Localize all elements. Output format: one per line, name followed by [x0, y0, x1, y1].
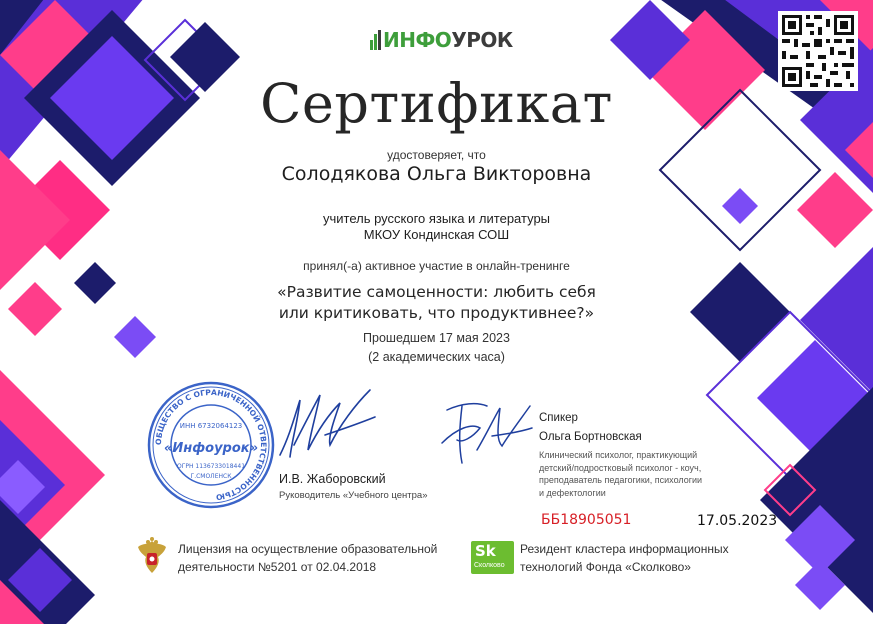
- stamp-ring-text: ОБЩЕСТВО С ОГРАНИЧЕННОЙ ОТВЕТСТВЕННОСТЬЮ: [153, 387, 269, 502]
- certificate-date: 17.05.2023: [697, 513, 778, 529]
- stamp-city: Г.СМОЛЕНСК: [190, 473, 232, 480]
- speaker-desc-line: и дефектологии: [539, 487, 606, 498]
- speaker-description: [539, 449, 702, 499]
- resident-line: Резидент кластера информационных: [520, 542, 729, 556]
- recipient-school: МКОУ Кондинская СОШ: [363, 227, 510, 242]
- speaker-name: Ольга Бортновская: [539, 431, 642, 443]
- speaker-label: Спикер: [539, 412, 578, 424]
- recipient-name: Солодякова Ольга Викторовна: [281, 163, 592, 185]
- participation-text: принял(-а) активное участие в онлайн-тренинге: [303, 259, 570, 273]
- skolkovo-logo-icon: [471, 541, 514, 574]
- logo-text-part1: ИНФО: [383, 28, 452, 52]
- stamp-inn: ИНН 6732064123: [179, 422, 243, 430]
- speaker-signature-icon: [432, 388, 537, 473]
- certificate-title: Сертификат: [260, 72, 613, 135]
- speaker-desc-line: Клинический психолог, практикующий: [539, 450, 698, 460]
- event-title-line2: или критиковать, что продуктивнее?»: [278, 304, 595, 322]
- stamp-ogrn: ОГРН 1136733018441: [176, 463, 246, 470]
- stamp-center-text: «Инфоурок»: [163, 441, 259, 456]
- logo-text-part2: УРОК: [451, 28, 513, 52]
- speaker-desc-line: преподаватель педагогики, психологии: [539, 475, 703, 485]
- logo-bars-icon: [370, 30, 380, 50]
- license-line: Лицензия на осуществление образовательной: [178, 542, 438, 556]
- company-stamp-icon: [146, 380, 276, 510]
- signer-role: Руководитель «Учебного центра»: [279, 490, 428, 501]
- resident-info: [520, 540, 729, 576]
- license-info: [178, 540, 437, 576]
- infourok-logo: [370, 27, 513, 53]
- event-date: Прошедшем 17 мая 2023: [363, 331, 510, 345]
- signature-icon: [270, 375, 385, 470]
- signer-name: И.В. Жаборовский: [279, 472, 386, 486]
- russian-emblem-icon: [134, 537, 170, 577]
- license-line: деятельности №5201 от 02.04.2018: [178, 560, 377, 574]
- skolkovo-caption: Сколково: [474, 562, 505, 569]
- recipient-position: учитель русского языка и литературы: [322, 211, 551, 226]
- skolkovo-mark: Sk: [475, 542, 496, 560]
- event-title-line1: «Развитие самоценности: любить себя: [277, 283, 596, 301]
- certificate-number: ББ18905051: [541, 512, 632, 528]
- event-hours: (2 академических часа): [368, 350, 505, 364]
- resident-line: технологий Фонда «Сколково»: [520, 560, 691, 574]
- certifies-label: удостоверяет, что: [387, 148, 486, 162]
- speaker-desc-line: детский/подростковый психолог - коуч,: [539, 462, 702, 473]
